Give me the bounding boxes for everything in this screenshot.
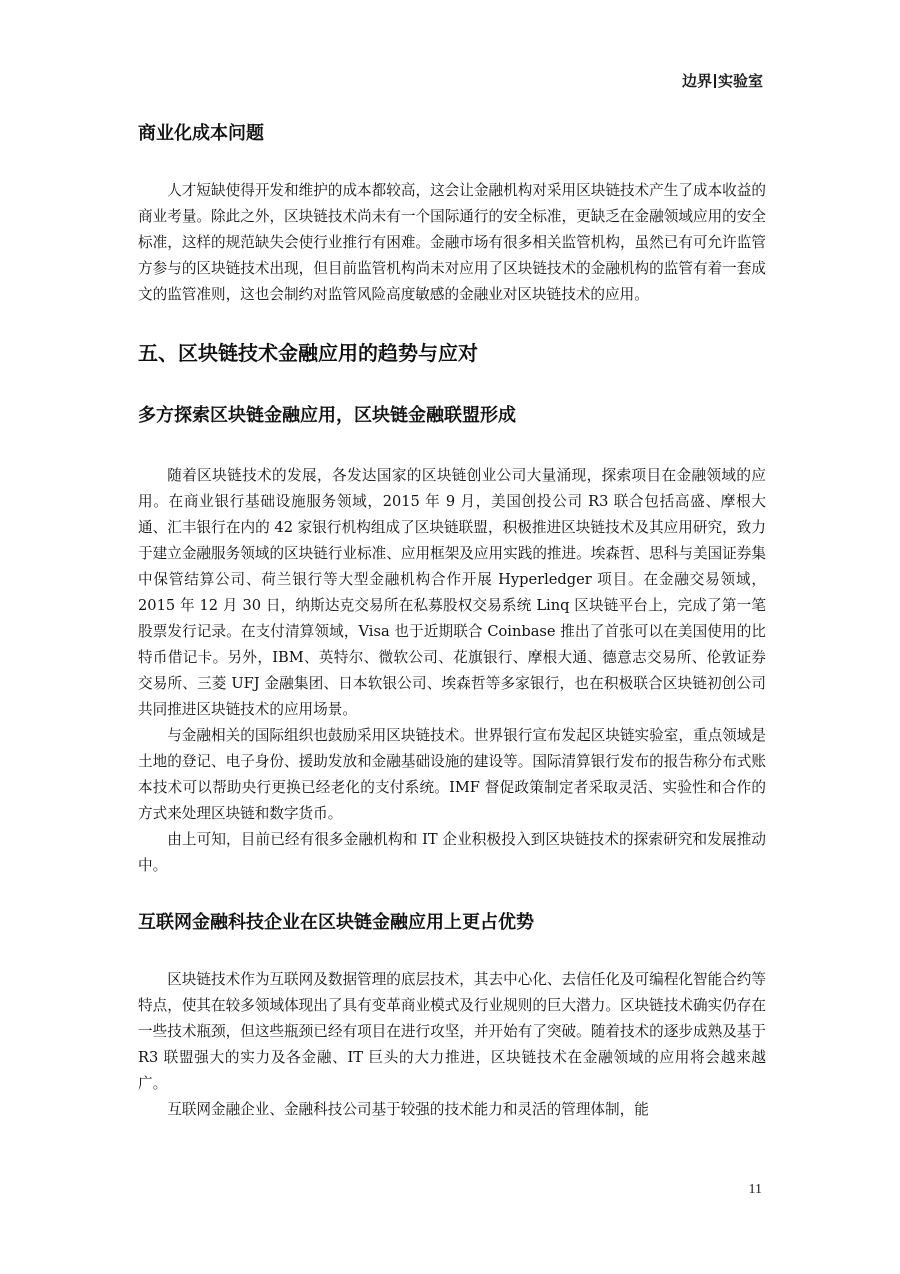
page-number: 11 — [748, 1182, 762, 1197]
section-heading-internet: 互联网金融科技企业在区块链金融应用上更占优势 — [138, 912, 534, 933]
paragraph-explore-3: 由上可知，目前已经有很多金融机构和 IT 企业积极投入到区块链技术的探索研究和发展推动中。 — [138, 831, 766, 874]
page-content — [138, 120, 766, 1123]
chapter-heading: 五、区块链技术金融应用的趋势与应对 — [138, 341, 478, 365]
paragraph-internet-1: 区块链技术作为互联网及数据管理的底层技术，其去中心化、去信任化及可编程化智能合约等特点，使其在较多领域体现出了具有变革商业模式及行业规则的巨大潜力。区块链技术确实仍存在一些技术瓶颈，但这些瓶颈已经有项目在进行攻坚，并开始有了突破。随着技术的逐步成熟及基于 R3 联盟强大的实力及各金融、IT 巨头的大力推进，区块链技术在金融领域的应用将会越来越广。 — [138, 971, 766, 1092]
section-heading-cost: 商业化成本问题 — [138, 123, 264, 144]
paragraph-cost: 人才短缺使得开发和维护的成本都较高，这会让金融机构对采用区块链技术产生了成本收益的商业考量。除此之外，区块链技术尚未有一个国际通行的安全标准，更缺乏在金融领域应用的安全标准，这样的规范缺失会使行业推行有困难。金融市场有很多相关监管机构，虽然已有可允许监管方参与的区块链技术出现，但目前监管机构尚未对应用了区块链技术的金融机构的监管有着一套成文的监管准则，这也会制约对监管风险高度敏感的金融业对区块链技术的应用。 — [138, 182, 766, 303]
logo-separator — [714, 74, 716, 88]
paragraph-internet-2: 互联网金融企业、金融科技公司基于较强的技术能力和灵活的管理体制，能 — [167, 1101, 649, 1118]
paragraph-explore-2: 与金融相关的国际组织也鼓励采用区块链技术。世界银行宣布发起区块链实验室，重点领域是土地的登记、电子身份、援助发放和金融基础设施的建设等。国际清算银行发布的报告称分布式账本技术可以帮助央行更换已经老化的支付系统。IMF 督促政策制定者采取灵活、实验性和合作的方式来处理区块链和数字货币。 — [138, 727, 766, 822]
logo-text-right: 实验室 — [717, 72, 763, 90]
logo-text-left: 边界 — [681, 72, 712, 90]
section-heading-explore: 多方探索区块链金融应用，区块链金融联盟形成 — [138, 405, 516, 426]
brand-logo — [682, 70, 763, 91]
paragraph-explore-1: 随着区块链技术的发展，各发达国家的区块链创业公司大量涌现，探索项目在金融领域的应用。在商业银行基础设施服务领域，2015 年 9 月，美国创投公司 R3 联合包括高盛、摩根大通、汇丰银行在内的 42 家银行机构组成了区块链联盟，积极推进区块链技术及其应用研究，致力于建立金融服务领域的区块链行业标准、应用框架及应用实践的推进。埃森哲、思科与美国证券集中保管结算公司、荷兰银行等大型金融机构合作开展 Hyperledger 项目。在金融交易领域，2015 年 12 月 30 日，纳斯达克交易所在私募股权交易系统 Linq 区块链平台上，完成了第一笔股票发行记录。在支付清算领域，Visa 也于近期联合 Coinbase 推出了首张可以在美国使用的比特币借记卡。另外，IBM、英特尔、微软公司、花旗银行、摩根大通、德意志交易所、伦敦证券交易所、三菱 UFJ 金融集团、日本软银公司、埃森哲等多家银行，也在积极联合区块链初创公司共同推进区块链技术的应用场景。 — [138, 467, 766, 718]
